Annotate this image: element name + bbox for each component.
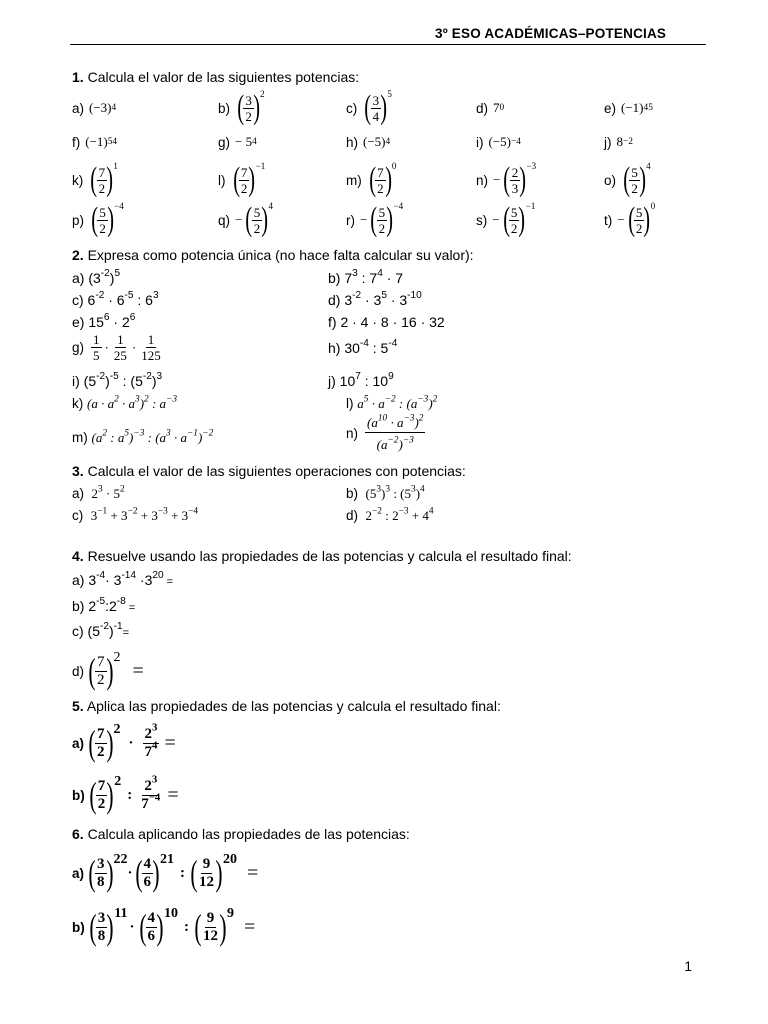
q1-item-n: n) − ( $\frac{2}{3}$ ) −3 xyxy=(476,161,537,198)
q6-statement xyxy=(72,826,410,842)
page-header-title: 3º ESO ACADÉMICAS–POTENCIAS xyxy=(435,26,667,41)
q2-item-m: m) ($a^2$ : $a^5)^{-3}$ : $(a^3 \cdot a^{-1})^{-2}$ xyxy=(72,428,214,445)
q3-statement xyxy=(72,463,466,479)
q2-item-d: d) $3^{-2} \cdot 3^5 \cdot 3^{-10}$ xyxy=(328,289,422,308)
q6-item-a: a) ( $\frac{3}{8}$ ) 22 · ( $\frac{4}{6}$ ) 21 : ( $\frac{9}{12}$ ) 20 = xyxy=(72,852,259,893)
q2-item-c: c) $6^{-2} \cdot 6^{-5}$ : $6^3$ xyxy=(72,289,159,308)
q5-text: Aplica las propiedades de las potencias y calcula el resultado final: xyxy=(86,698,501,714)
q1-item-m: m) ( $\frac{7}{2}$ ) 0 xyxy=(346,161,397,198)
q1-item-l: l) ( $\frac{7}{2}$ ) −1 xyxy=(218,161,266,198)
q1-item-g: g) − 5 4 xyxy=(218,134,257,150)
q2-item-i: i) $(5^{-2})^{-5}$ : $(5^{-2})^3$ xyxy=(72,370,163,389)
q2-statement xyxy=(72,247,474,263)
q2-item-b: b) $7^3$ : $7^4 \cdot 7$ xyxy=(328,267,404,286)
q2-item-j: j) $10^7$ : $10^9$ xyxy=(328,370,394,389)
q3-item-d: d) $2^{-2}$ : $2^{-3} + 4^4$ xyxy=(346,506,434,523)
q2-item-g: g) $\frac{1}{5}$ · $\frac{1}{25}$ · $\frac{1}{125}$ xyxy=(72,332,161,363)
q5-item-a: a) ( $\frac{7}{2}$ ) 2 · $\frac{2^3}{7^4}$ = xyxy=(72,720,176,763)
q6-number: 6. xyxy=(72,826,84,842)
q3-number: 3. xyxy=(72,463,84,479)
q5-number: 5. xyxy=(72,698,84,714)
q2-item-e: e) $15^6 \cdot 2^6$ xyxy=(72,311,136,330)
q1-item-q: q) − ( $\frac{5}{2}$ ) 4 xyxy=(218,201,274,238)
q1-item-j: j) 8 −2 xyxy=(604,134,633,150)
q1-item-k: k) ( $\frac{7}{2}$ ) 1 xyxy=(72,161,118,198)
q1-item-o: o) ( $\frac{5}{2}$ ) 4 xyxy=(604,161,651,198)
q4-number: 4. xyxy=(72,548,84,564)
page-number: 1 xyxy=(684,958,692,974)
q1-text: Calcula el valor de las siguientes potencias: xyxy=(87,69,360,85)
q2-item-n: n) $\frac{(a^{10} \cdot a^{-3})^2}{(a^{-2})^{-3}}$ xyxy=(346,413,424,452)
header-rule xyxy=(70,44,706,45)
q4-item-b: b) $2^{-5}:2^{-8}$ = xyxy=(72,595,136,614)
q1-item-p: p) ( $\frac{5}{2}$ ) −4 xyxy=(72,201,124,238)
q1-item-c: c) ( $\frac{3}{4}$ ) 5 xyxy=(346,89,392,126)
q4-item-d: d) ( $\frac{7}{2}$ ) 2 = xyxy=(72,650,144,691)
q1-item-f: f) (−1) 54 xyxy=(72,134,118,150)
q2-item-a: a) $(3^{-2})^5$ xyxy=(72,267,121,286)
q1-number: 1. xyxy=(72,69,84,85)
q1-item-i: i) (−5) −4 xyxy=(476,134,521,150)
q2-number: 2. xyxy=(72,247,84,263)
q1-item-h: h) (−5) 4 xyxy=(346,134,391,150)
q2-item-h: h) $30^{-4}$ : $5^{-4}$ xyxy=(328,337,398,356)
q4-item-c: c) $(5^{-2})^{-1}=$ xyxy=(72,620,130,639)
q1-item-t: t) − ( $\frac{5}{2}$ ) 0 xyxy=(604,201,656,238)
q4-statement xyxy=(72,548,572,564)
q2-item-l: l) $a^5 \cdot a^{-2}$ : $(a^{-3})^2$ xyxy=(346,394,438,411)
q3-item-a: a) $2^3 \cdot 5^2$ xyxy=(72,484,125,501)
q3-text: Calcula el valor de las siguientes operaciones con potencias: xyxy=(87,463,466,479)
q1-item-r: r) − ( $\frac{5}{2}$ ) −4 xyxy=(346,201,404,238)
q6-text: Calcula aplicando las propiedades de las potencias: xyxy=(87,826,410,842)
q1-item-e: e) (−1) 45 xyxy=(604,100,653,116)
q1-item-s: s) − ( $\frac{5}{2}$ ) −1 xyxy=(476,201,536,238)
q5-item-b: b) ( $\frac{7}{2}$ ) 2 : $\frac{2^3}{7^{-4}}$ = xyxy=(72,772,179,815)
q5-statement xyxy=(72,698,501,714)
q3-item-b: b) $(5^3)^3$ : $(5^3)^4$ xyxy=(346,484,425,501)
q2-text: Expresa como potencia única (no hace falta calcular su valor): xyxy=(87,247,474,263)
q3-item-c: c) $3^{-1} + 3^{-2} + 3^{-3} + 3^{-4}$ xyxy=(72,506,199,523)
q4-item-a: a) $3^{-4}\cdot 3^{-14} \cdot 3^{20}$ = xyxy=(72,569,174,588)
q1-item-d: d) 7 0 xyxy=(476,100,505,116)
q1-item-b: b) ( $\frac{3}{2}$ ) 2 xyxy=(218,89,265,126)
q4-text: Resuelve usando las propiedades de las potencias y calcula el resultado final: xyxy=(87,548,572,564)
q2-item-k: k) $(a \cdot a^2 \cdot a^3)^2$ : $a^{-3}$ xyxy=(72,394,178,411)
q1-statement xyxy=(72,69,359,85)
q1-item-a: a) (−3) 4 xyxy=(72,100,117,116)
q6-item-b: b) ( $\frac{3}{8}$ ) 11 · ( $\frac{4}{6}$ ) 10 : ( $\frac{9}{12}$ ) 9 = xyxy=(72,906,256,947)
q2-item-f: f) 2 · 4 · 8 · 16 · 32 xyxy=(328,314,445,330)
